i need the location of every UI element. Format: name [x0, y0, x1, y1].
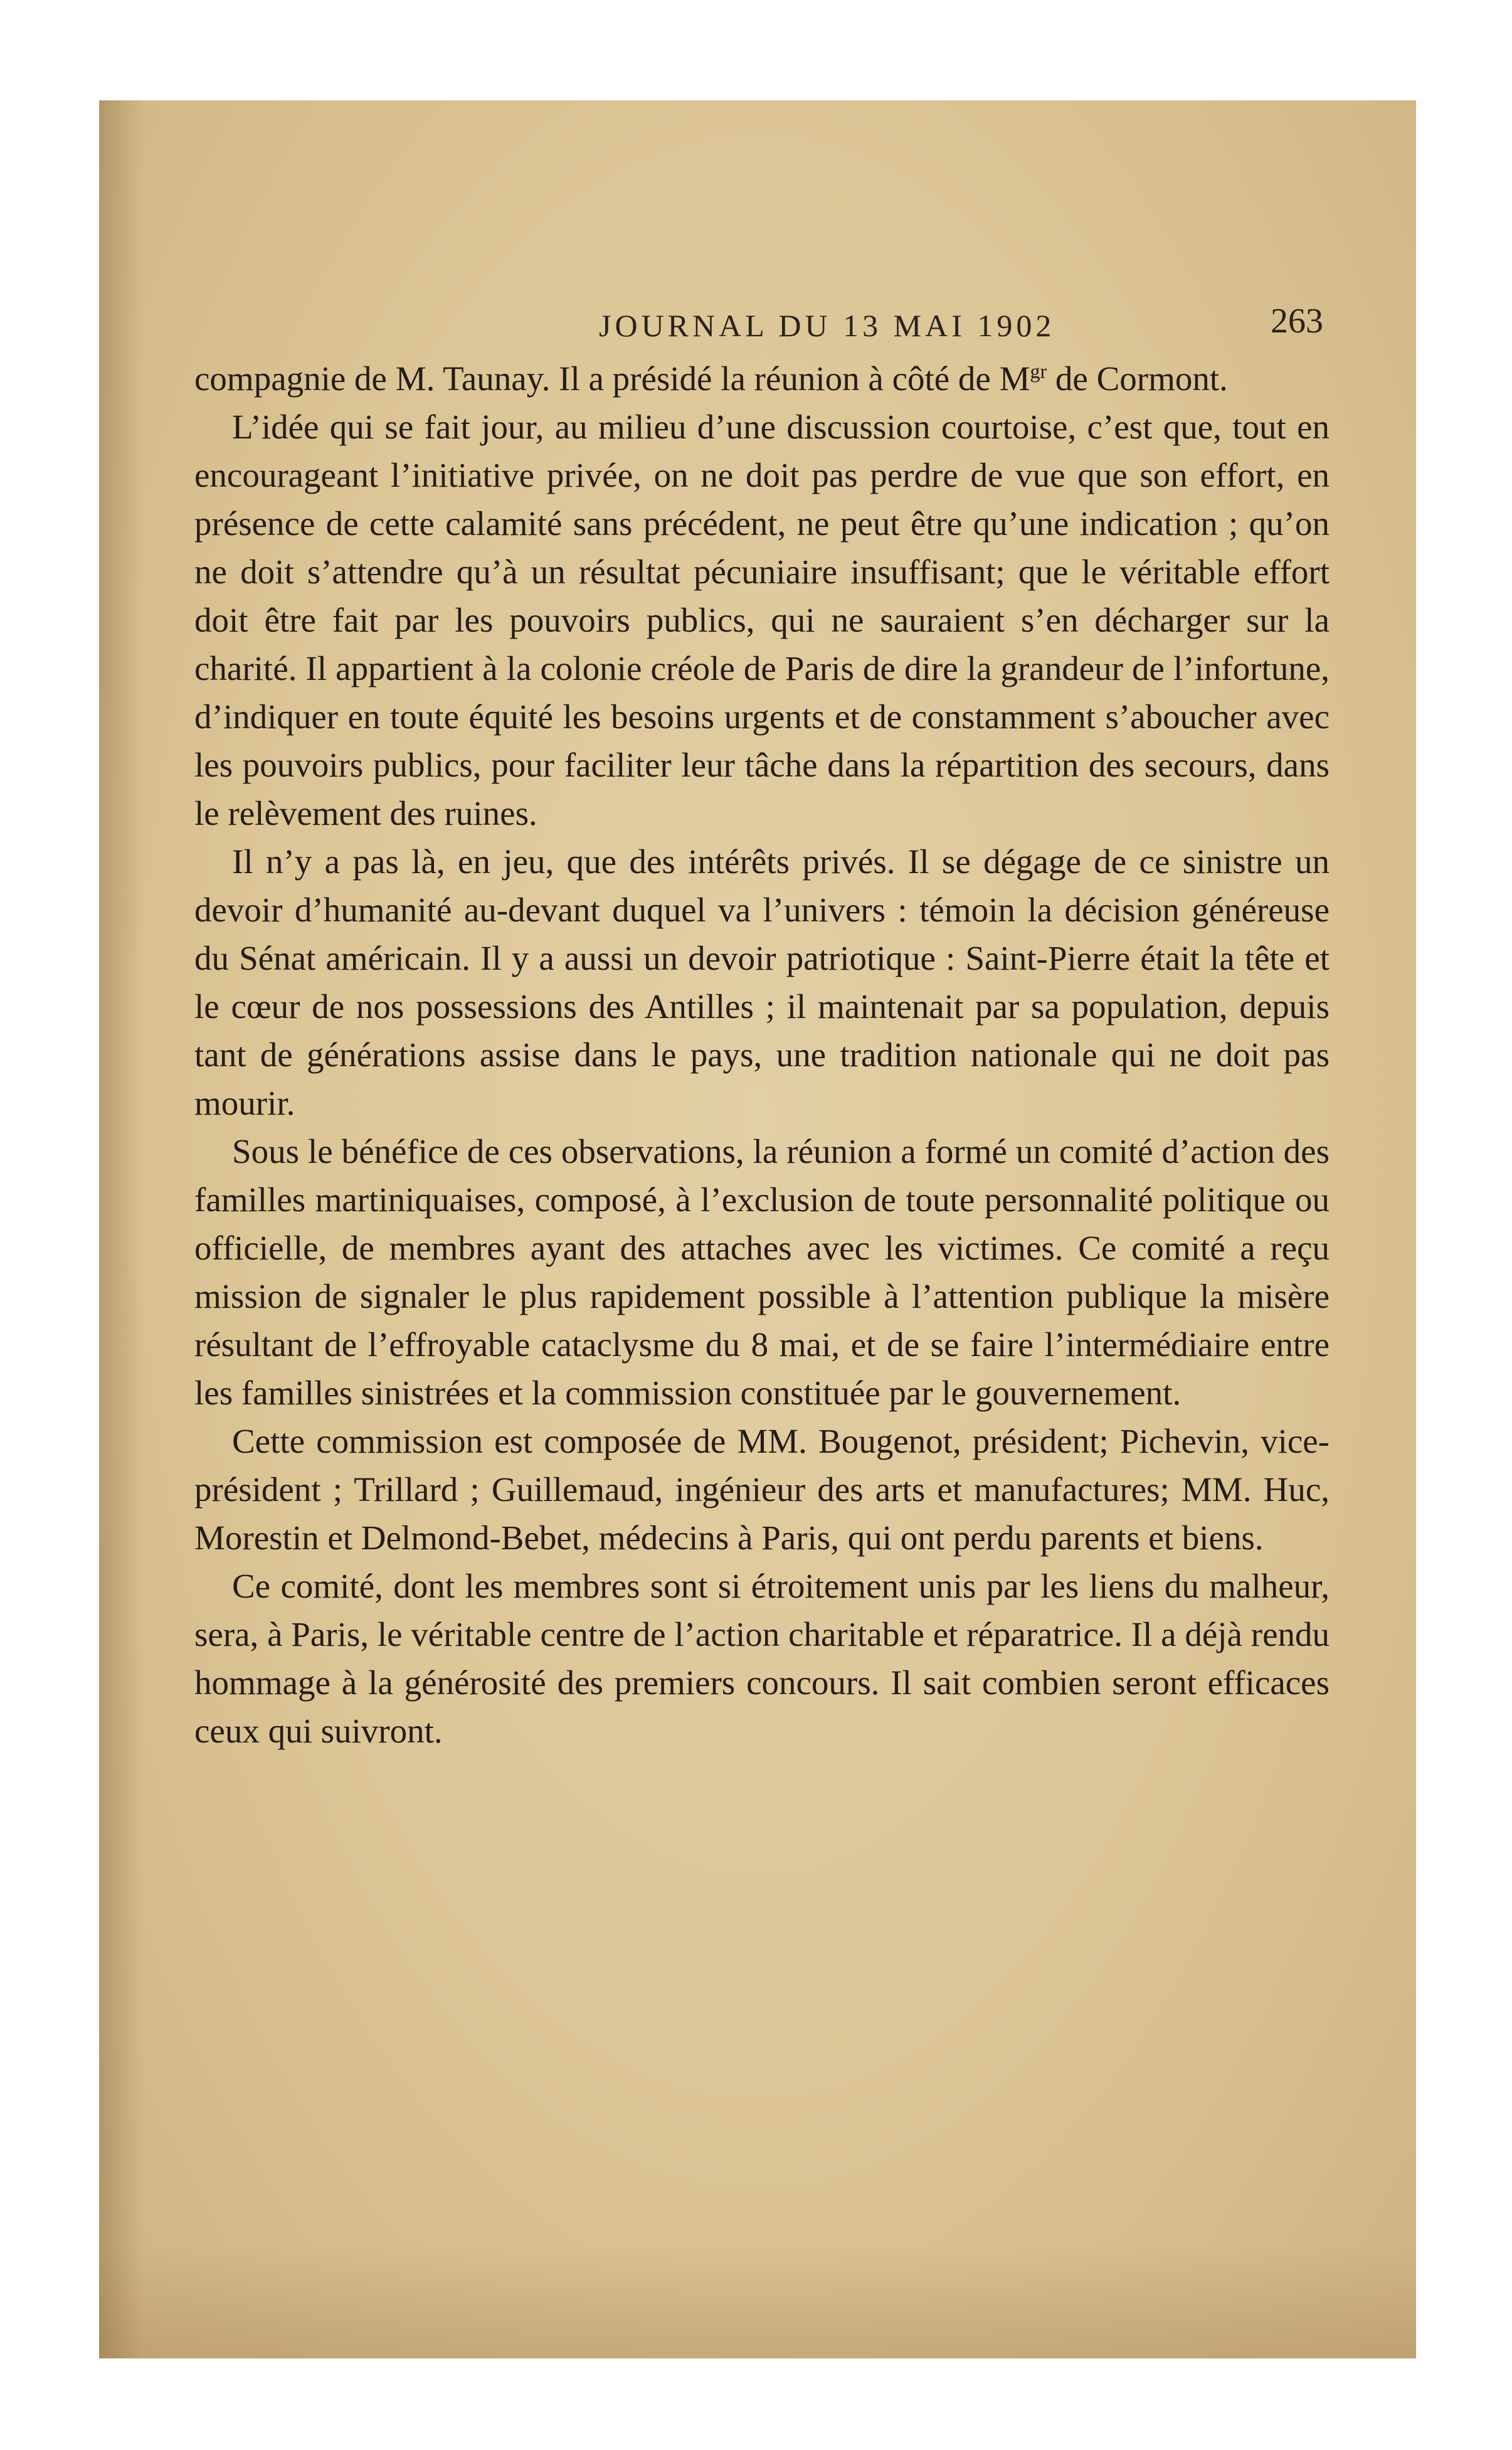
superscript-gr: gr	[1030, 359, 1047, 383]
running-title: JOURNAL DU 13 MAI 1902	[599, 308, 1055, 343]
page-header	[194, 295, 1323, 345]
book-page	[99, 100, 1416, 2358]
paragraph-6: Ce comité, dont les membres sont si étroitement unis par les liens du malheur, sera, à Paris, le véritable centre de l’action charitable et réparatrice. Il a déjà rendu hommage à la générosité des premiers concours. Il sait combien seront efficaces ceux qui suivront.	[194, 1567, 1330, 1750]
paragraph-1-text-before: compagnie de M. Taunay. Il a présidé la réunion à côté de M	[194, 359, 1030, 398]
paragraph-2: L’idée qui se fait jour, au milieu d’une discussion courtoise, c’est que, tout en encourageant l’initiative privée, on ne doit pas perdre de vue que son effort, en présence de cette calamité sans précédent, ne peut être qu’une indication ; qu’on ne doit s’attendre qu’à un résultat pécuniaire insuffisant; que le véritable effort doit être fait par les pouvoirs publics, qui ne sauraient s’en décharger sur la charité. Il appartient à la colonie créole de Paris de dire la grandeur de l’infortune, d’indiquer en toute équité les besoins urgents et de constamment s’aboucher avec les pouvoirs publics, pour faciliter leur tâche dans la répartition des secours, dans le relèvement des ruines.	[194, 408, 1330, 832]
paragraph-4: Sous le bénéfice de ces observations, la réunion a formé un comité d’action des familles martiniquaises, composé, à l’exclusion de toute personnalité politique ou officielle, de membres ayant des attaches avec les victimes. Ce comité a reçu mission de signaler le plus rapidement possible à l’attention publique la misère résultant de l’effroyable cataclysme du 8 mai, et de se faire l’intermédiaire entre les familles sinistrées et la commission constituée par le gouvernement.	[194, 1132, 1330, 1412]
paragraph-3: Il n’y a pas là, en jeu, que des intérêts privés. Il se dégage de ce sinistre un devoir d’humanité au-devant duquel va l’univers : témoin la décision généreuse du Sénat américain. Il y a aussi un devoir patriotique : Saint-Pierre était la tête et le cœur de nos possessions des Antilles ; il maintenait par sa population, depuis tant de générations assise dans le pays, une tradition nationale qui ne doit pas mourir.	[194, 842, 1330, 1122]
paragraph-5: Cette commission est composée de MM. Bougenot, président; Pichevin, vice-président ; Trillard ; Guillemaud, ingénieur des arts et manufactures; MM. Huc, Morestin et Delmond-Bebet, médecins à Paris, qui ont perdu parents et biens.	[194, 1422, 1330, 1557]
paragraph-1	[194, 354, 1330, 403]
page-number: 263	[1271, 302, 1323, 341]
body-text	[194, 354, 1330, 1755]
paragraph-1-text-after: de Cormont.	[1047, 359, 1228, 398]
